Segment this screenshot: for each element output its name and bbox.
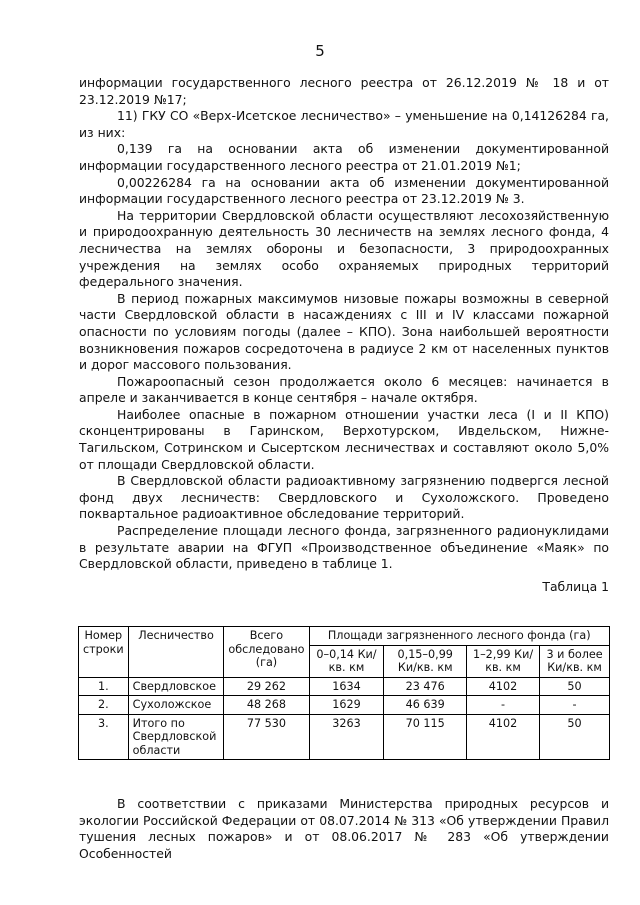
body-text (79, 75, 609, 595)
paragraph: 11) ГКУ СО «Верх-Исетское лесничество» – уменьшение на 0,14126284 га, из них: (79, 108, 609, 140)
paragraph: информации государственного лесного реестра от 26.12.2019 № 18 и от 23.12.2019 №17; (79, 75, 609, 107)
cell-total: 77 530 (224, 714, 309, 760)
cell-value: 1629 (309, 696, 384, 715)
header-group: Площади загрязненного лесного фонда (га) (309, 627, 610, 646)
header-sub: 0,15–0,99 Ки/кв. км (384, 645, 467, 677)
paragraph: Пожароопасный сезон продолжается около 6 месяцев: начинается в апреле и заканчивается в конце сентября – начале октября. (79, 373, 609, 406)
cell-value: - (466, 696, 539, 715)
cell-value: 70 115 (384, 714, 467, 760)
table-row (79, 677, 610, 696)
cell-value: 50 (540, 714, 610, 760)
cell-total: 48 268 (224, 696, 309, 715)
cell-no: 1. (79, 677, 129, 696)
cell-value: 46 639 (384, 696, 467, 715)
header-row-no: Номер строки (79, 627, 129, 678)
paragraph: 0,00226284 га на основании акта об изменении документированной информации государственного лесного реестра от 23.12.2019 № 3. (79, 174, 609, 207)
table-row (79, 696, 610, 715)
header-sub: 0–0,14 Ки/кв. км (309, 645, 384, 677)
cell-value: 23 476 (384, 677, 467, 696)
paragraph: В Свердловской области радиоактивному загрязнению подвергся лесной фонд двух лесничеств: Свердловского и Сухоложского. Проведено поквартальное радиоактивное обследование территорий. (79, 473, 609, 522)
paragraph: Распределение площади лесного фонда, загрязненного радионуклидами в результате аварии на ФГУП «Производственное объединение «Маяк» по Свердловской области, приведено в таблице 1. (79, 523, 609, 572)
paragraph: На территории Свердловской области осуществляют лесохозяйственную и природоохранную деятельность 30 лесничеств на землях лесного фонда, 4 лесничества на землях обороны и безопасности, 3 природоохранных учреждения на землях особо охраняемых природных территорий федерального значения. (79, 207, 609, 290)
cell-total: 29 262 (224, 677, 309, 696)
table-row (79, 714, 610, 760)
header-total: Всего обследовано (га) (224, 627, 309, 678)
paragraph: В соответствии с приказами Министерства природных ресурсов и экологии Российской Федерации от 08.07.2014 № 313 «Об утверждении Правил тушения лесных пожаров» и от 08.06.2017 № 283 «Об утверждении Особенностей (79, 796, 609, 861)
cell-name: Свердловское (128, 677, 224, 696)
table-caption: Таблица 1 (542, 578, 609, 594)
table-header-row (79, 627, 610, 646)
cell-name: Сухоложское (128, 696, 224, 715)
cell-no: 2. (79, 696, 129, 715)
page-number: 5 (315, 42, 325, 60)
paragraph: 0,139 га на основании акта об изменении документированной информации государственного лесного реестра от 21.01.2019 №1; (79, 141, 609, 173)
closing-text (79, 796, 609, 862)
paragraph: В период пожарных максимумов низовые пожары возможны в северной части Свердловской области в насаждениях с III и IV классами пожарной опасности по условиям погоды (далее – КПО). Зона наибольшей вероятности возникновения пожаров сосредоточена в радиусе 2 км от населенных пунктов и дорог массового пользования. (79, 290, 609, 373)
cell-value: 4102 (466, 714, 539, 760)
header-forestry: Лесничество (128, 627, 224, 678)
cell-value: 4102 (466, 677, 539, 696)
cell-value: 50 (540, 677, 610, 696)
cell-value: 3263 (309, 714, 384, 760)
paragraph: Наиболее опасные в пожарном отношении участки леса (I и II КПО) сконцентрированы в Гаринском, Верхотурском, Ивдельском, Нижне-Тагильском, Сотринском и Сысертском лесничествах и составляют около 5,0% от площади Свердловской области. (79, 406, 609, 472)
header-sub: 3 и более Ки/кв. км (540, 645, 610, 677)
contamination-table (78, 626, 610, 760)
header-sub: 1–2,99 Ки/кв. км (466, 645, 539, 677)
cell-name: Итого по Свердловской области (128, 714, 224, 760)
cell-no: 3. (79, 714, 129, 760)
cell-value: - (540, 696, 610, 715)
cell-value: 1634 (309, 677, 384, 696)
